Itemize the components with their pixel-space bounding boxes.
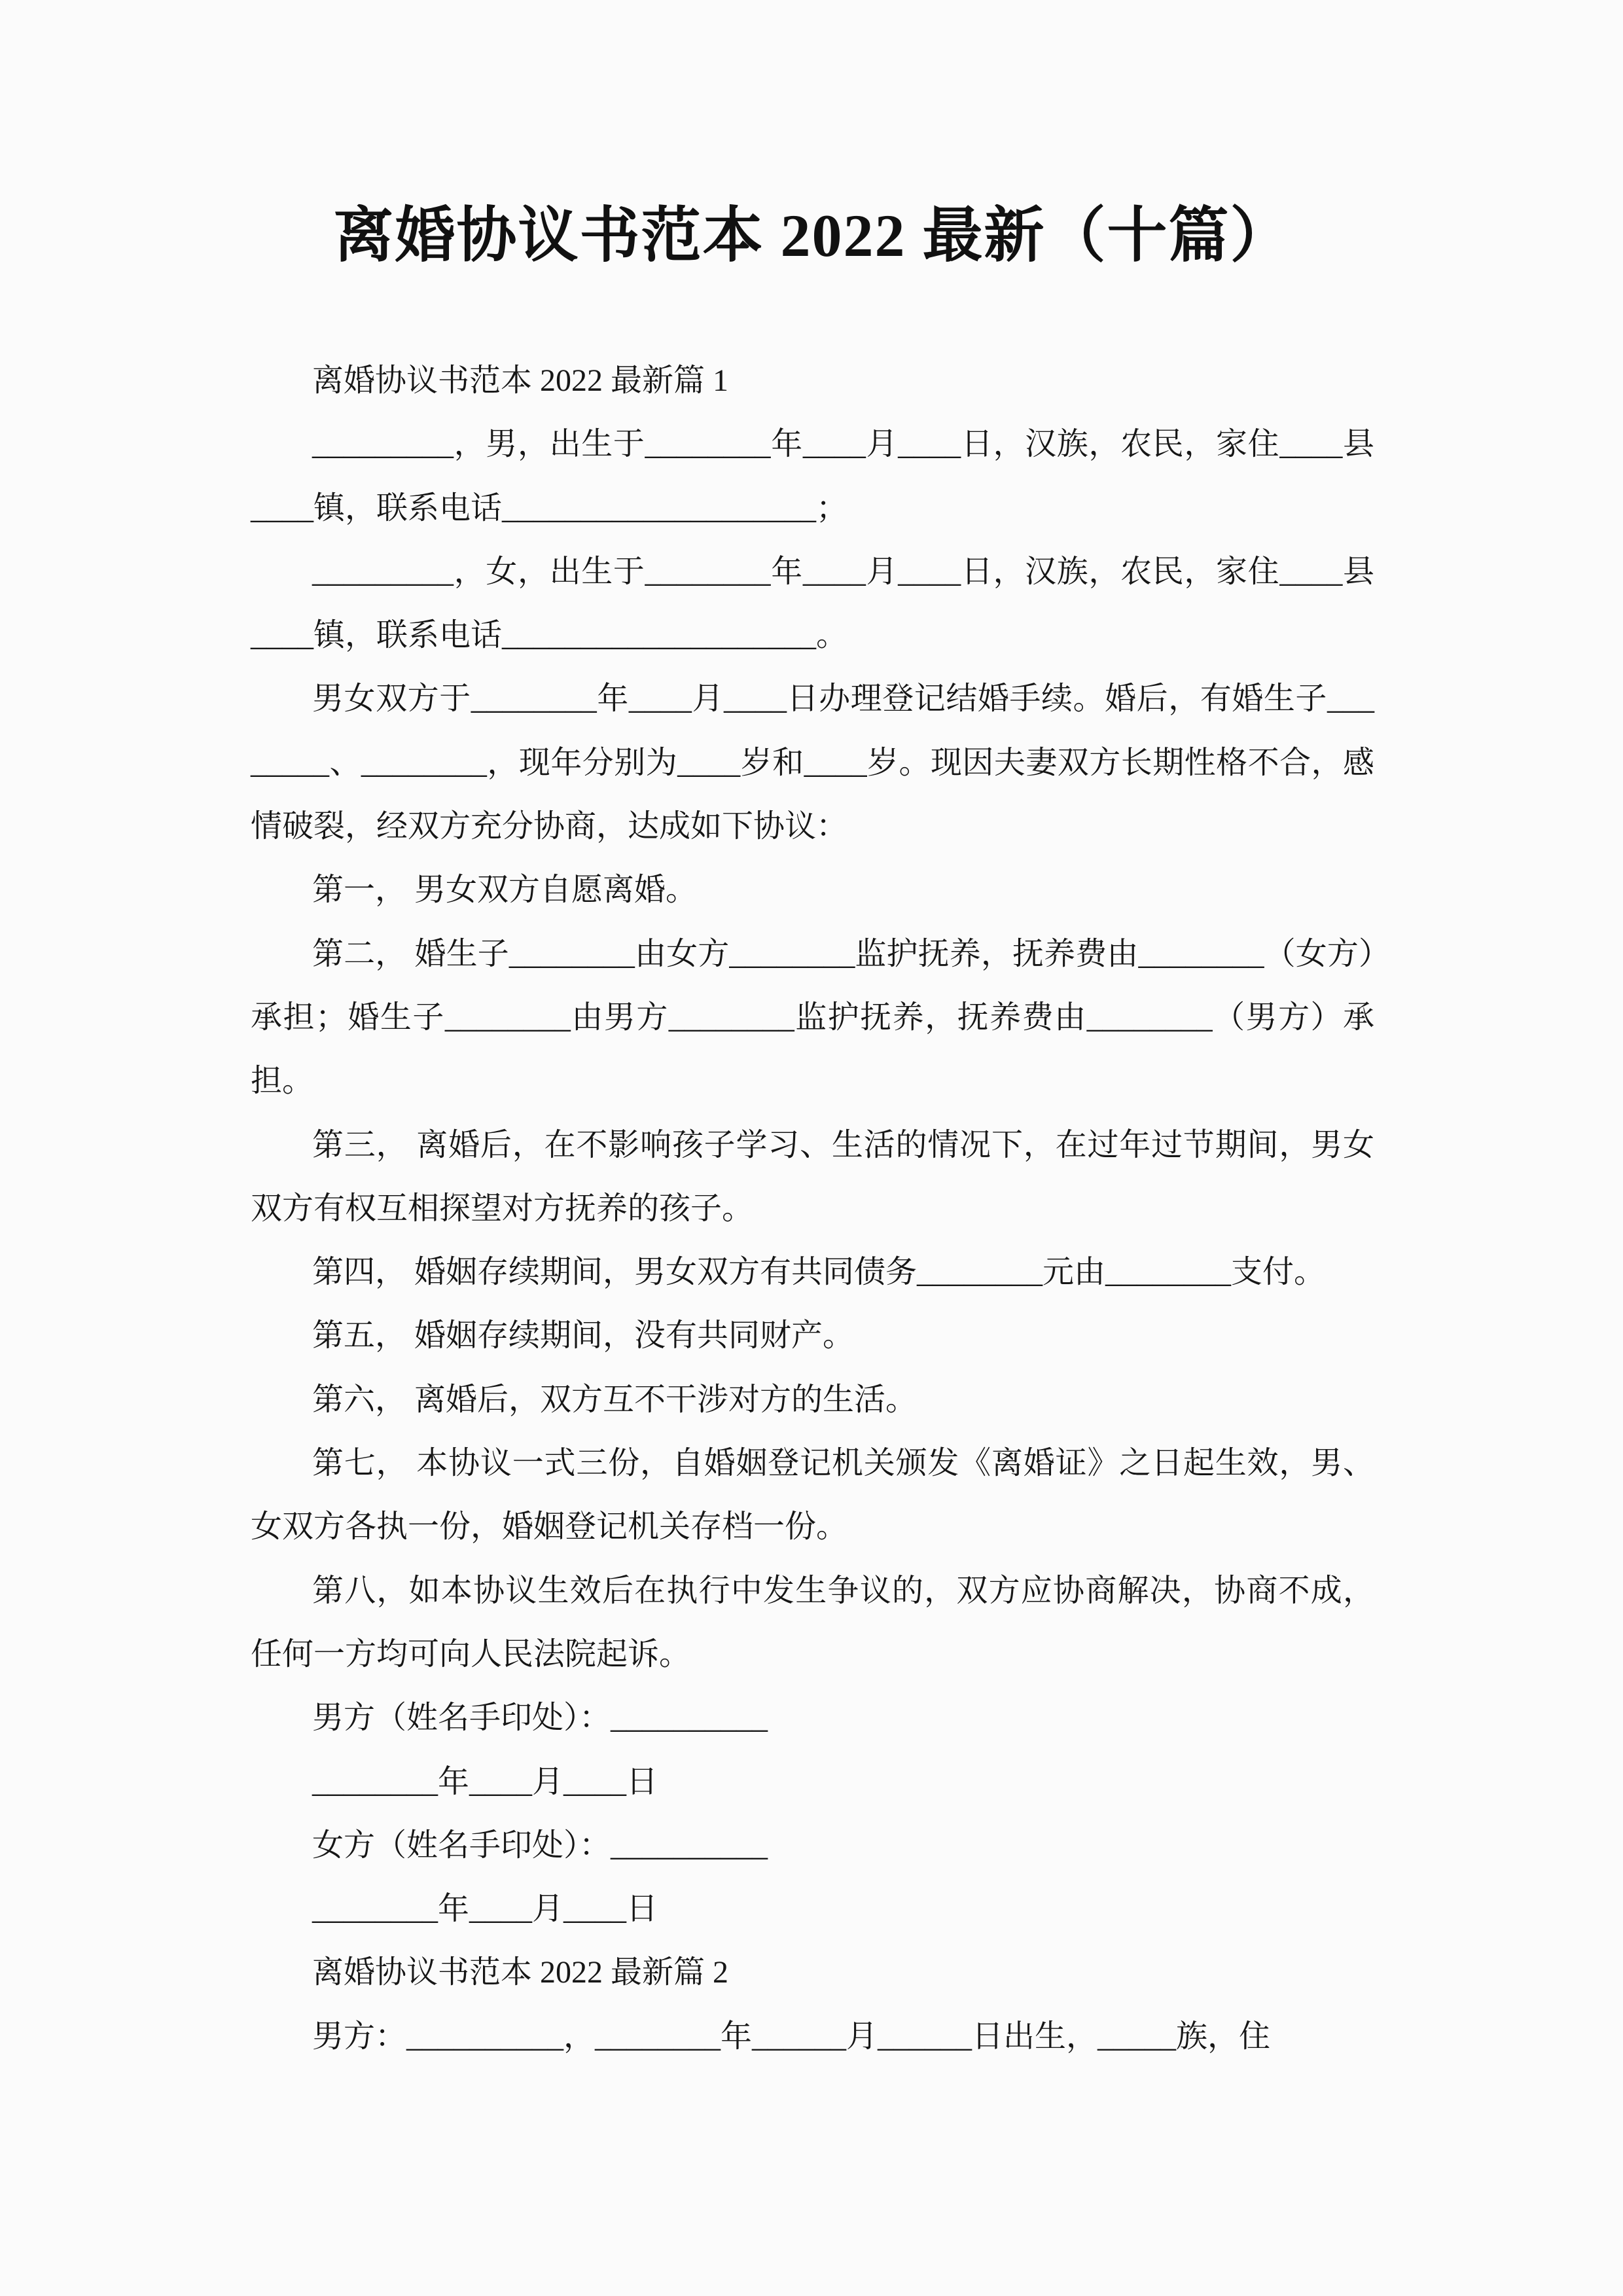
paragraph: 第三， 离婚后，在不影响孩子学习、生活的情况下，在过年过节期间，男女双方有权互相探望对方抚养的孩子。	[251, 1127, 1374, 1226]
paragraph: 男女双方于________年____月____日办理登记结婚手续。婚后，有婚生子________、________，现年分别为____岁和____岁。现因夫妻双方长期性格不合，感情破裂，经双方充分协商，达成如下协议：	[251, 681, 1374, 844]
paragraph: 第六， 离婚后，双方互不干涉对方的生活。	[312, 1382, 918, 1417]
document-body	[251, 349, 1374, 2068]
paragraph: 离婚协议书范本 2022 最新篇 1	[312, 363, 729, 398]
paragraph: ________年____月____日	[312, 1764, 658, 1799]
paragraph: 第七， 本协议一式三份，自婚姻登记机关颁发《离婚证》之日起生效，男、女双方各执一份，婚姻登记机关存档一份。	[251, 1446, 1374, 1545]
document-content	[251, 196, 1374, 2068]
paragraph: 第五， 婚姻存续期间，没有共同财产。	[312, 1318, 855, 1354]
paragraph: _________，女，出生于________年____月____日，汉族，农民，家住____县____镇，联系电话____________________。	[251, 554, 1374, 653]
paragraph: 男方（姓名手印处）：__________	[312, 1700, 768, 1736]
paragraph: _________，男，出生于________年____月____日，汉族，农民，家住____县____镇，联系电话____________________；	[251, 427, 1374, 526]
paragraph: 第八，如本协议生效后在执行中发生争议的，双方应协商解决，协商不成，任何一方均可向人民法院起诉。	[251, 1573, 1374, 1672]
paragraph: 女方（姓名手印处）：__________	[312, 1827, 768, 1863]
paragraph: 第二， 婚生子________由女方________监护抚养，抚养费由________（女方）承担；婚生子________由男方________监护抚养，抚养费由________（男方）承担。	[251, 936, 1374, 1099]
paragraph: 男方：__________，________年______月______日出生，_____族，住	[312, 2018, 1271, 2054]
paragraph: 第一， 男女双方自愿离婚。	[312, 872, 698, 908]
paragraph: ________年____月____日	[312, 1892, 658, 1927]
paragraph: 第四， 婚姻存续期间，男女双方有共同债务________元由________支付。	[312, 1255, 1326, 1290]
document-title: 离婚协议书范本 2022 最新（十篇）	[333, 202, 1292, 269]
paragraph: 离婚协议书范本 2022 最新篇 2	[312, 1955, 729, 1990]
